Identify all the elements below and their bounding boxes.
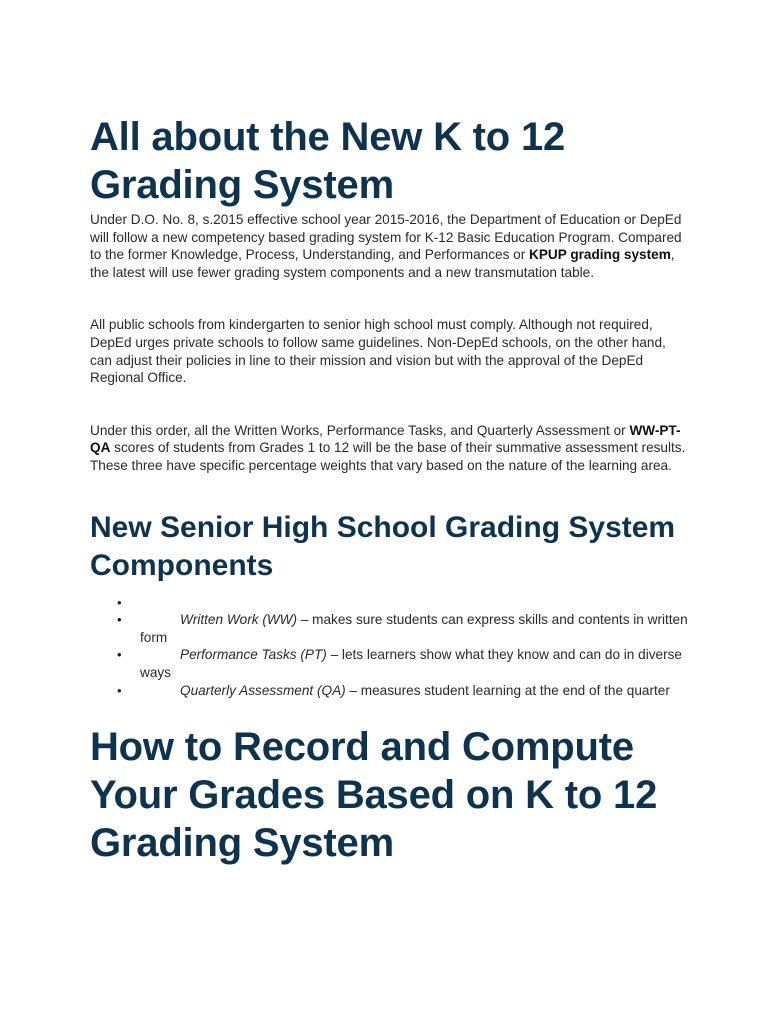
list-item-written-work <box>90 611 688 646</box>
components-paragraph <box>90 422 688 475</box>
intro-text-b: , the latest will use fewer grading system components and a new transmutation table. <box>90 247 675 280</box>
bullet-icon: • <box>117 682 122 698</box>
quarterly-assessment-desc: – measures student learning at the end of the quarter <box>345 682 670 698</box>
performance-tasks-term: Performance Tasks (PT) <box>180 647 327 663</box>
section-heading: New Senior High School Grading System Components <box>90 510 676 582</box>
intro-text-a: Under D.O. No. 8, s.2015 effective school year 2015-2016, the Department of Education or DepEd will follow a new competency based grading system for K-12 Basic Education Program. Compared to the former Knowledge, Process, Understanding, and Performances or <box>90 212 682 263</box>
list-item-empty <box>90 594 688 612</box>
compliance-paragraph: All public schools from kindergarten to senior high school must comply. Although not required, DepEd urges private schools to follow same guidelines. Non-DepEd schools, on the other hand, can adjust their policies in line to their mission and vision but with the approval of the DepEd Regional Office. <box>90 317 666 386</box>
written-work-desc: – makes sure students can express skills and contents in written form <box>140 612 688 645</box>
quarterly-assessment-term: Quarterly Assessment (QA) <box>180 682 346 698</box>
intro-paragraph <box>90 211 688 281</box>
bullet-icon: • <box>117 612 122 628</box>
bullet-icon: • <box>117 594 122 610</box>
components-text-a: Under this order, all the Written Works, Performance Tasks, and Quarterly Assessment or <box>90 422 630 438</box>
wwptqa-term: WW-PT-QA <box>90 422 681 456</box>
components-list <box>90 594 688 700</box>
page-title: All about the New K to 12 Grading System <box>90 115 566 207</box>
performance-tasks-desc: – lets learners show what they know and can do in diverse ways <box>140 647 682 680</box>
bottom-heading: How to Record and Compute Your Grades Based on K to 12 Grading System <box>90 725 658 866</box>
written-work-term: Written Work (WW) <box>180 612 298 628</box>
kpup-term: KPUP grading system <box>529 247 671 263</box>
list-item-quarterly-assessment <box>90 682 688 700</box>
components-text-b: scores of students from Grades 1 to 12 will be the base of their summative assessment results. These three have specific percentage weights that vary based on the nature of the learning area. <box>90 440 686 473</box>
list-item-performance-tasks <box>90 646 688 681</box>
bullet-icon: • <box>117 647 122 663</box>
